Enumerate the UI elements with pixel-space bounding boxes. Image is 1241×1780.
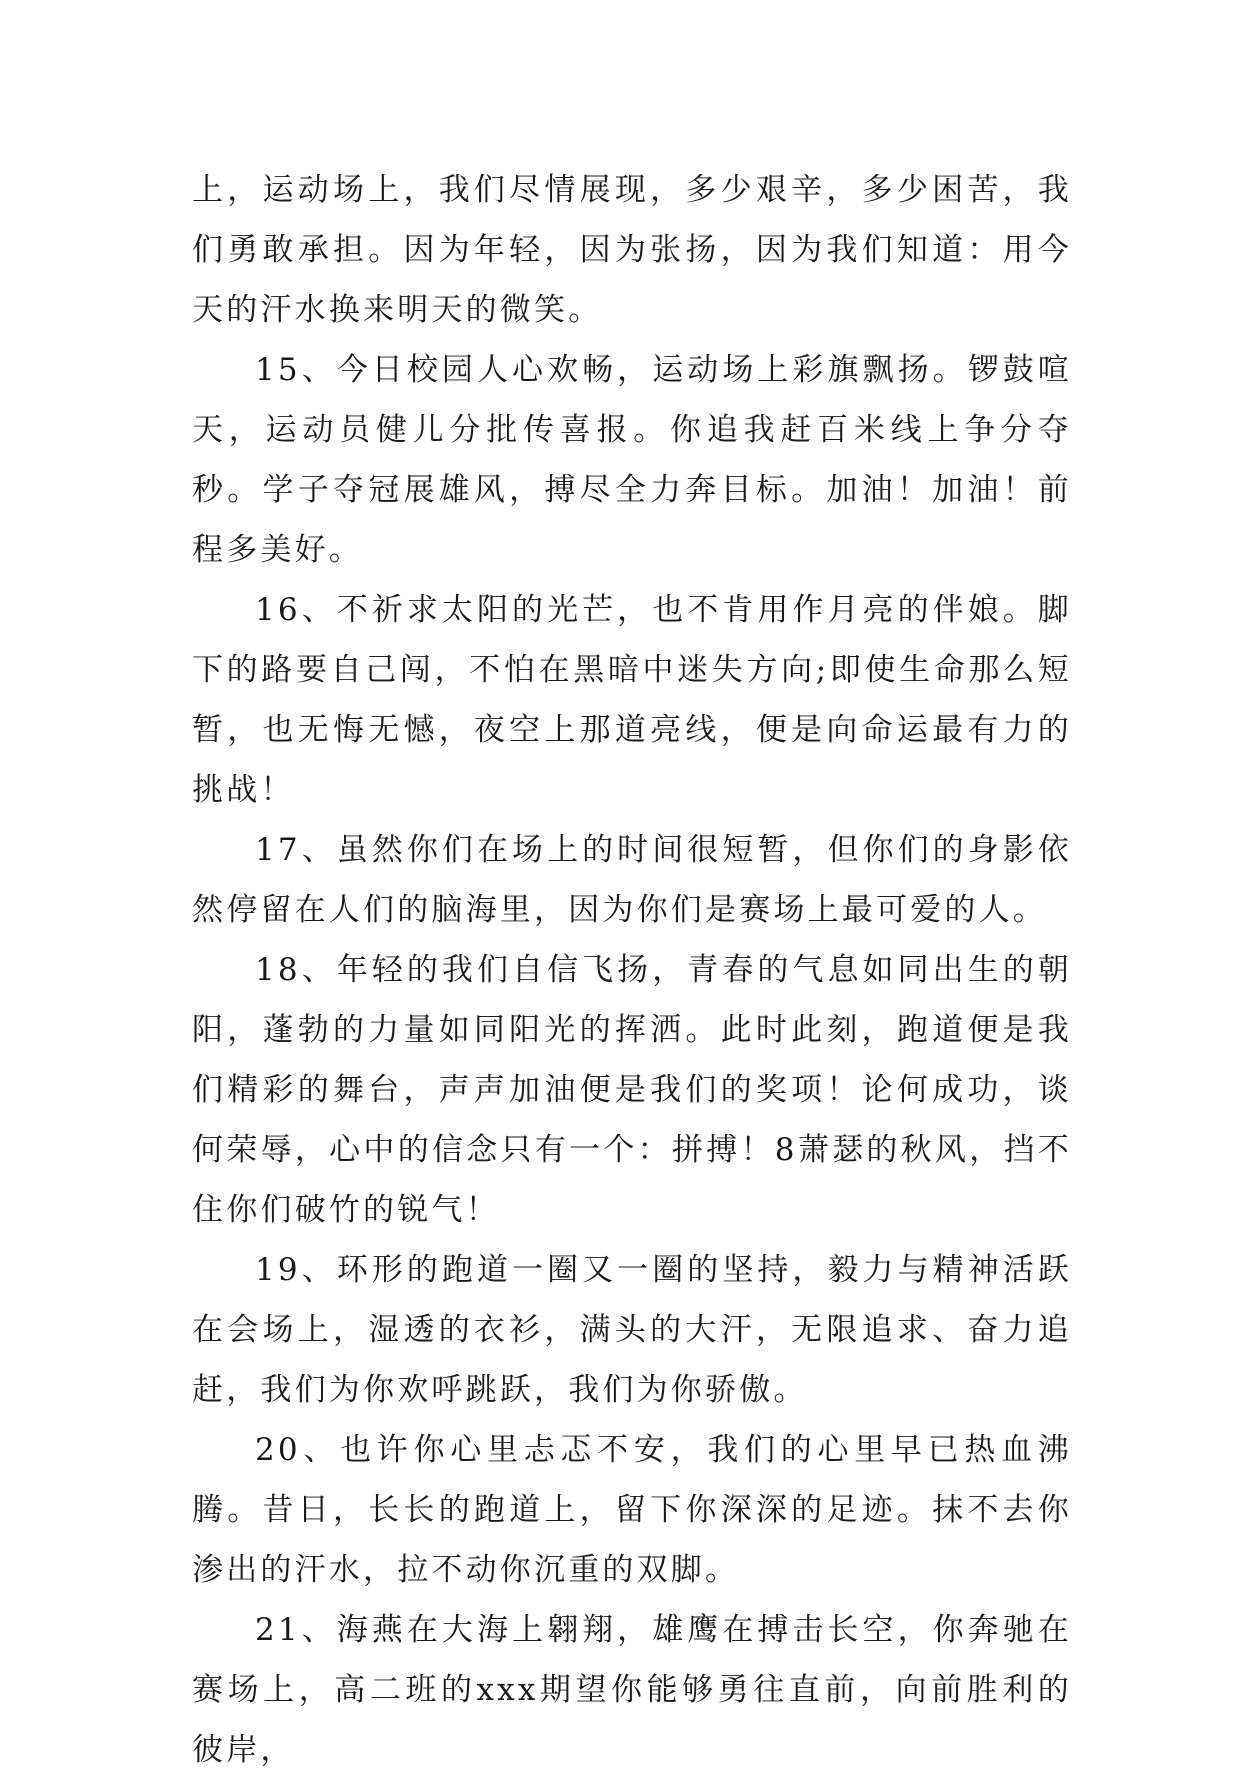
paragraph-20: 20、也许你心里忐忑不安，我们的心里早已热血沸腾。昔日，长长的跑道上，留下你深深的足迹。抹不去你渗出的汗水，拉不动你沉重的双脚。	[192, 1432, 1072, 1588]
paragraph-19: 19、环形的跑道一圈又一圈的坚持，毅力与精神活跃在会场上，湿透的衣衫，满头的大汗，无限追求、奋力追赶，我们为你欢呼跳跃，我们为你骄傲。	[192, 1252, 1072, 1408]
paragraph-21: 21、海燕在大海上翱翔，雄鹰在搏击长空，你奔驰在赛场上，高二班的xxx期望你能够勇往直前，向前胜利的彼岸，	[192, 1612, 1072, 1768]
document-body	[192, 160, 1072, 1780]
paragraph-continuation: 上，运动场上，我们尽情展现，多少艰辛，多少困苦，我们勇敢承担。因为年轻，因为张扬，因为我们知道：用今天的汗水换来明天的微笑。	[192, 172, 1072, 328]
paragraph-17: 17、虽然你们在场上的时间很短暂，但你们的身影依然停留在人们的脑海里，因为你们是赛场上最可爱的人。	[192, 832, 1072, 928]
paragraph-18: 18、年轻的我们自信飞扬，青春的气息如同出生的朝阳，蓬勃的力量如同阳光的挥洒。此时此刻，跑道便是我们精彩的舞台，声声加油便是我们的奖项！论何成功，谈何荣辱，心中的信念只有一个：拼搏！8萧瑟的秋风，挡不住你们破竹的锐气！	[192, 952, 1072, 1228]
paragraph-15: 15、今日校园人心欢畅，运动场上彩旗飘扬。锣鼓喧天，运动员健儿分批传喜报。你追我赶百米线上争分夺秒。学子夺冠展雄风，搏尽全力奔目标。加油！加油！前程多美好。	[192, 352, 1072, 568]
paragraph-16: 16、不祈求太阳的光芒，也不肯用作月亮的伴娘。脚下的路要自己闯，不怕在黑暗中迷失方向;即使生命那么短暂，也无悔无憾，夜空上那道亮线，便是向命运最有力的挑战！	[192, 592, 1072, 808]
